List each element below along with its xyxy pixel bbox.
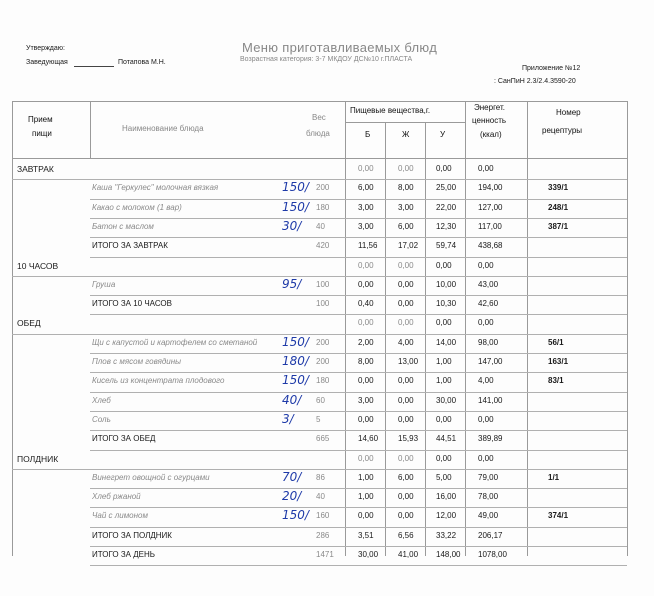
protein-value: 0,00 — [358, 511, 374, 521]
dish-name: Чай с лимоном — [92, 511, 148, 521]
protein-value: 0,00 — [358, 279, 374, 289]
fat-value: 6,00 — [398, 221, 414, 231]
row-divider — [90, 430, 627, 431]
protein-value: 6,00 — [358, 183, 374, 193]
carb-value: 1,00 — [436, 357, 452, 366]
carb-value: 0,00 — [436, 164, 452, 173]
recipe-number: 339/1 — [548, 183, 569, 193]
protein-value: 3,00 — [358, 395, 374, 405]
fat-value: 0,00 — [398, 453, 414, 463]
fat-value: 0,00 — [398, 318, 414, 328]
dish-name: Кисель из концентрата плодового — [92, 376, 225, 386]
energy-value: 42,60 — [478, 299, 499, 309]
total-label: ИТОГО ЗА ОБЕД — [92, 434, 156, 444]
recipe-number: 83/1 — [548, 376, 564, 386]
energy-value: 141,00 — [478, 395, 503, 405]
energy-value: 389,89 — [478, 434, 503, 444]
col-divider-meal — [90, 101, 91, 158]
protein-value: 0,00 — [358, 376, 374, 386]
fat-value: 0,00 — [398, 414, 414, 424]
energy-value: 206,17 — [478, 530, 503, 540]
section-label: ЗАВТРАК — [17, 164, 54, 174]
header-energy-line2: ценность — [472, 116, 507, 125]
total-label: ИТОГО ЗА ЗАВТРАК — [92, 241, 168, 251]
row-divider — [90, 353, 627, 354]
carb-value: 12,30 — [436, 221, 457, 231]
row-divider — [90, 314, 627, 315]
row-divider — [12, 469, 627, 470]
handwritten-weight: 150/ — [282, 180, 309, 195]
row-divider — [90, 527, 627, 528]
row-divider — [12, 276, 627, 277]
carb-value: 44,51 — [436, 434, 457, 444]
energy-value: 0,00 — [478, 318, 494, 328]
weight-value: 665 — [316, 434, 330, 444]
dish-name: Груша — [92, 279, 116, 289]
header-dish: Наименование блюда — [122, 124, 204, 133]
section-label: ПОЛДНИК — [17, 453, 59, 464]
manager-name: Потапова М.Н. — [118, 59, 166, 66]
nutrients-subheader-line — [345, 122, 465, 123]
recipe-number: 387/1 — [548, 221, 569, 231]
row-divider — [90, 411, 627, 412]
protein-value: 1,00 — [358, 472, 374, 482]
signature-line — [74, 66, 114, 67]
carb-value: 0,00 — [436, 453, 452, 463]
fat-value: 0,00 — [398, 376, 414, 386]
energy-value: 78,00 — [478, 492, 499, 502]
fat-value: 0,00 — [398, 299, 414, 309]
handwritten-weight: 150/ — [282, 334, 309, 349]
header-recipe-line2: рецептуры — [542, 126, 583, 135]
total-label: ИТОГО ЗА 10 ЧАСОВ — [92, 299, 172, 309]
carb-value: 0,00 — [436, 414, 452, 424]
dish-name: Щи с капустой и картофелем со сметаной — [92, 337, 258, 347]
fat-value: 4,00 — [398, 337, 414, 347]
approved-label: Утверждаю: — [26, 45, 65, 52]
recipe-number: 374/1 — [548, 511, 569, 521]
carb-value: 16,00 — [436, 492, 457, 502]
row-divider — [90, 450, 627, 451]
row-divider — [90, 372, 627, 373]
fat-value: 17,02 — [398, 241, 419, 251]
protein-value: 0,00 — [358, 260, 374, 270]
carb-value: 25,00 — [436, 183, 457, 193]
fat-value: 0,00 — [398, 511, 414, 521]
weight-value: 160 — [316, 511, 330, 521]
dish-name: Хлеб — [92, 395, 111, 405]
carb-value: 10,30 — [436, 299, 457, 309]
header-weight-line1: Вес — [312, 113, 326, 122]
document-title: Меню приготавливаемых блюд — [242, 40, 438, 55]
header-nutrients: Пищевые вещества,г. — [350, 106, 431, 115]
table-top-border — [12, 101, 627, 102]
row-divider — [90, 392, 627, 393]
handwritten-weight: 180/ — [282, 354, 309, 368]
carb-value: 5,00 — [436, 472, 452, 482]
row-divider — [90, 488, 627, 489]
weight-value: 286 — [316, 530, 330, 540]
recipe-number: 248/1 — [548, 202, 569, 212]
protein-value: 0,00 — [358, 414, 374, 424]
handwritten-weight: 20/ — [282, 489, 302, 504]
weight-value: 86 — [316, 472, 325, 482]
carb-value: 10,00 — [436, 279, 457, 289]
handwritten-weight: 150/ — [282, 508, 309, 523]
fat-value: 6,56 — [398, 530, 414, 540]
document-subtitle: Возрастная категория: 3-7 МКДОУ ДС№10 г.ПЛАСТА — [240, 56, 413, 63]
header-b: Б — [365, 130, 371, 139]
total-label: ИТОГО ЗА ПОЛДНИК — [92, 530, 172, 540]
carb-value: 0,00 — [436, 318, 452, 328]
energy-value: 194,00 — [478, 183, 503, 193]
header-weight-line2: блюда — [306, 129, 330, 138]
protein-value: 8,00 — [358, 357, 374, 366]
energy-value: 98,00 — [478, 337, 499, 347]
row-divider — [90, 257, 627, 258]
protein-value: 30,00 — [358, 550, 379, 559]
row-divider — [90, 237, 627, 238]
carb-value: 14,00 — [436, 337, 457, 347]
fat-value: 0,00 — [398, 395, 414, 405]
energy-value: 0,00 — [478, 453, 494, 463]
weight-value: 200 — [316, 357, 330, 366]
weight-value: 420 — [316, 241, 330, 251]
energy-value: 1078,00 — [478, 550, 507, 559]
header-u: У — [440, 130, 446, 139]
dish-name: Соль — [92, 414, 111, 424]
protein-value: 1,00 — [358, 492, 374, 502]
dish-name: Какао с молоком (1 вар) — [92, 202, 182, 212]
recipe-number: 163/1 — [548, 357, 569, 366]
recipe-number: 56/1 — [548, 337, 564, 347]
protein-value: 2,00 — [358, 337, 374, 347]
fat-value: 41,00 — [398, 550, 419, 559]
dish-name: Винегрет овощной с огурцами — [92, 472, 210, 482]
header-zh: Ж — [402, 130, 410, 139]
fat-value: 13,00 — [398, 357, 419, 366]
fat-value: 8,00 — [398, 183, 414, 193]
row-divider — [90, 546, 627, 547]
energy-value: 0,00 — [478, 260, 494, 270]
sanpin-label: : СанПиН 2.3/2.4.3590-20 — [494, 78, 576, 85]
carb-value: 22,00 — [436, 202, 457, 212]
handwritten-weight: 40/ — [282, 392, 302, 407]
dish-name: Хлеб ржаной — [92, 492, 141, 502]
header-recipe-line1: Номер — [556, 108, 581, 117]
weight-value: 100 — [316, 299, 330, 309]
fat-value: 6,00 — [398, 472, 414, 482]
header-bottom-border — [12, 158, 627, 159]
carb-value: 1,00 — [436, 376, 452, 386]
fat-value: 0,00 — [398, 164, 414, 173]
handwritten-weight: 150/ — [282, 373, 309, 388]
handwritten-weight: 3/ — [282, 411, 294, 426]
fat-value: 0,00 — [398, 279, 414, 289]
carb-value: 30,00 — [436, 395, 457, 405]
carb-value: 33,22 — [436, 530, 457, 540]
handwritten-weight: 95/ — [282, 276, 302, 291]
energy-value: 49,00 — [478, 511, 499, 521]
dish-name: Плов с мясом говядины — [92, 357, 182, 366]
protein-value: 0,00 — [358, 318, 374, 328]
energy-value: 79,00 — [478, 472, 499, 482]
row-divider — [90, 565, 627, 566]
protein-value: 0,40 — [358, 299, 374, 309]
manager-label: Заведующая — [26, 59, 68, 66]
weight-value: 200 — [316, 183, 330, 193]
weight-value: 1471 — [316, 550, 334, 559]
protein-value: 3,00 — [358, 221, 374, 231]
energy-value: 0,00 — [478, 164, 494, 173]
recipe-number: 1/1 — [548, 472, 560, 482]
energy-value: 43,00 — [478, 279, 499, 289]
fat-value: 0,00 — [398, 492, 414, 502]
weight-value: 40 — [316, 492, 325, 502]
protein-value: 11,56 — [358, 241, 378, 251]
weight-value: 60 — [316, 395, 325, 405]
fat-value: 0,00 — [398, 260, 414, 270]
header-energy-line3: (ккал) — [480, 130, 502, 139]
header-meal-line2: пищи — [32, 129, 52, 138]
row-divider — [90, 199, 627, 200]
protein-value: 0,00 — [358, 453, 374, 463]
table-left-border — [12, 101, 13, 556]
handwritten-weight: 150/ — [282, 199, 309, 214]
carb-value: 12,00 — [436, 511, 457, 521]
protein-value: 0,00 — [358, 164, 374, 173]
table-right-border — [627, 101, 628, 556]
fat-value: 15,93 — [398, 434, 419, 444]
energy-value: 117,00 — [478, 221, 502, 231]
appendix-label: Приложение №12 — [522, 65, 581, 72]
dish-name: Каша "Геркулес" молочная вязкая — [92, 183, 219, 193]
total-label: ИТОГО ЗА ДЕНЬ — [92, 550, 155, 559]
fat-value: 3,00 — [398, 202, 414, 212]
weight-value: 40 — [316, 221, 325, 231]
energy-value: 438,68 — [478, 241, 503, 251]
section-label: ОБЕД — [17, 318, 41, 329]
weight-value: 200 — [316, 337, 330, 347]
carb-value: 148,00 — [436, 550, 461, 559]
carb-value: 0,00 — [436, 260, 452, 270]
row-divider — [90, 218, 627, 219]
weight-value: 180 — [316, 202, 330, 212]
row-divider — [90, 507, 627, 508]
energy-value: 147,00 — [478, 357, 503, 366]
energy-value: 127,00 — [478, 202, 503, 212]
header-meal-line1: Прием — [28, 115, 53, 124]
protein-value: 3,00 — [358, 202, 374, 212]
energy-value: 4,00 — [478, 376, 494, 386]
carb-value: 59,74 — [436, 241, 457, 251]
row-divider — [90, 295, 627, 296]
header-energy-line1: Энергет. — [474, 103, 505, 112]
section-label: 10 ЧАСОВ — [17, 260, 59, 271]
col-divider-b — [385, 122, 386, 556]
protein-value: 14,60 — [358, 434, 379, 444]
weight-value: 180 — [316, 376, 330, 386]
dish-name: Батон с маслом — [92, 221, 154, 231]
weight-value: 5 — [316, 414, 321, 424]
energy-value: 0,00 — [478, 414, 494, 424]
col-divider-zh — [425, 122, 426, 556]
handwritten-weight: 70/ — [282, 469, 302, 484]
protein-value: 3,51 — [358, 530, 374, 540]
row-divider — [12, 334, 627, 335]
row-divider — [12, 179, 627, 180]
weight-value: 100 — [316, 279, 330, 289]
handwritten-weight: 30/ — [282, 218, 302, 233]
